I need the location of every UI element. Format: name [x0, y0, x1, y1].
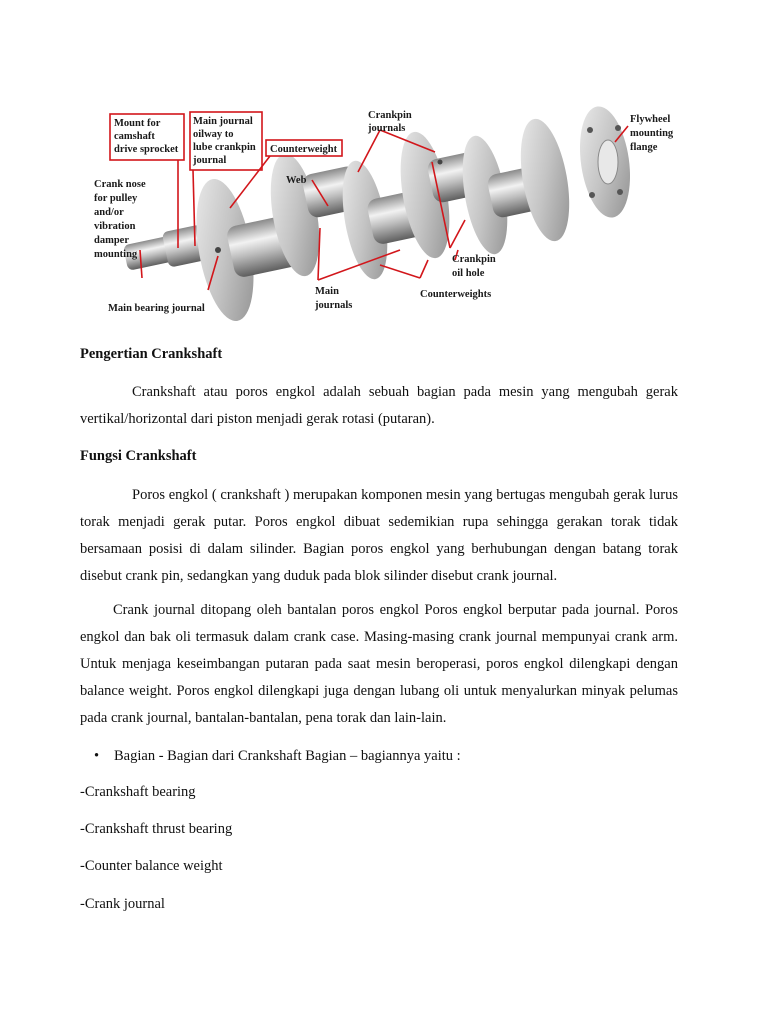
svg-text:flange	[630, 142, 658, 153]
svg-text:vibration	[94, 221, 136, 232]
label-main-journals: journals	[315, 300, 353, 311]
svg-text:journals	[314, 300, 352, 311]
svg-text:drive sprocket	[114, 144, 179, 155]
part-crank-journal: -Crank journal	[80, 896, 165, 912]
label-counterweights: Counterweights	[420, 289, 492, 300]
svg-text:oilway to	[193, 129, 234, 140]
svg-text:journal	[192, 155, 226, 166]
label-camshaft: camshaft	[114, 131, 155, 142]
label-and-or: and/or	[94, 207, 124, 218]
label-damper: damper	[94, 235, 129, 246]
svg-text:Crank nose	[94, 179, 146, 190]
svg-text:Web	[286, 175, 307, 186]
svg-text:Main journal	[193, 116, 253, 127]
label-web: Web	[286, 175, 307, 186]
svg-text:Main	[315, 286, 339, 297]
svg-text:damper	[94, 235, 129, 246]
bullet-item	[94, 748, 461, 765]
label-vibration: vibration	[94, 221, 136, 232]
paragraph-fungsi-2: Crank journal ditopang oleh bantalan poros engkol Poros engkol berputar pada journal. Poros engkol dan bak oli termasuk dalam crank case. Masing-masing crank journal mempunyai crank arm. Untuk menjaga keseimbangan putaran pada saat mesin beroperasi, poros engkol dilengkapi dengan balance weight. Poros engkol dilengkapi juga dengan lubang oli untuk menyalurkan minyak pelumas pada crank journal, bantalan-bantalan, pena torak dan lain-lain.	[80, 602, 678, 726]
paragraph-pengertian: Crankshaft atau poros engkol adalah sebuah bagian pada mesin yang mengubah gerak vertikal/horizontal dari piston menjadi gerak rotasi (putaran).	[80, 384, 678, 427]
svg-text:camshaft	[114, 131, 155, 142]
svg-text:Crankpin	[452, 254, 496, 265]
svg-text:Counterweights	[420, 289, 491, 300]
label-main-journal: Main journal	[193, 116, 253, 127]
label-crank-nose: Crank nose	[94, 179, 146, 190]
heading-fungsi: Fungsi Crankshaft	[80, 448, 197, 464]
bullet-text: Bagian - Bagian dari Crankshaft Bagian – bagiannya yaitu :	[114, 748, 461, 764]
svg-text:Main bearing journal	[108, 303, 205, 314]
svg-text:mounting	[94, 249, 138, 260]
svg-text:lube crankpin	[193, 142, 256, 153]
label-mounting: mounting	[630, 128, 674, 139]
svg-text:mounting	[630, 128, 674, 139]
label-counterweight: Counterweight	[270, 144, 338, 155]
part-crankshaft-thrust-bearing: -Crankshaft thrust bearing	[80, 821, 233, 837]
svg-text:Counterweight	[270, 144, 338, 155]
paragraph-fungsi-1: Poros engkol ( crankshaft ) merupakan komponen mesin yang bertugas mengubah gerak lurus torak menjadi gerak putar. Poros engkol dibuat sedemikian rupa sehingga gerakan torak tidak bersamaan posisi di dalam silinder. Bagian poros engkol yang berhubungan dengan batang torak disebut crank pin, sedangkan yang duduk pada blok silinder disebut crank journal.	[80, 487, 678, 584]
label-drive-sprocket: drive sprocket	[114, 144, 179, 155]
label-crankpin-oil: Crankpin	[452, 254, 496, 265]
label-main: Main	[315, 286, 339, 297]
part-crankshaft-bearing: -Crankshaft bearing	[80, 784, 196, 800]
svg-text:Crankpin	[368, 110, 412, 121]
bullet-symbol: •	[94, 748, 100, 764]
label-journals: journals	[368, 123, 406, 134]
label-crankpin: Crankpin	[368, 110, 412, 121]
label-mounting-nose: mounting	[94, 249, 138, 260]
label-mount-for: Mount for	[114, 118, 161, 129]
svg-text:for pulley	[94, 193, 138, 204]
label-main-bearing-journal: Main bearing journal	[108, 303, 205, 314]
label-for-pulley: for pulley	[94, 193, 138, 204]
crankshaft-diagram	[80, 100, 690, 330]
label-oil-hole: oil hole	[452, 268, 485, 279]
svg-text:journals	[367, 123, 405, 134]
svg-text:oil hole	[452, 268, 485, 279]
svg-text:Flywheel	[630, 114, 670, 125]
label-flange: flange	[630, 142, 658, 153]
part-counter-balance-weight: -Counter balance weight	[80, 858, 223, 874]
heading-pengertian: Pengertian Crankshaft	[80, 346, 223, 362]
svg-text:Mount for	[114, 118, 161, 129]
label-lube-crankpin: lube crankpin	[193, 142, 256, 153]
label-journal: journal	[193, 155, 227, 166]
svg-text:and/or	[94, 207, 124, 218]
label-flywheel: Flywheel	[630, 114, 671, 125]
label-oilway-to: oilway to	[193, 129, 234, 140]
